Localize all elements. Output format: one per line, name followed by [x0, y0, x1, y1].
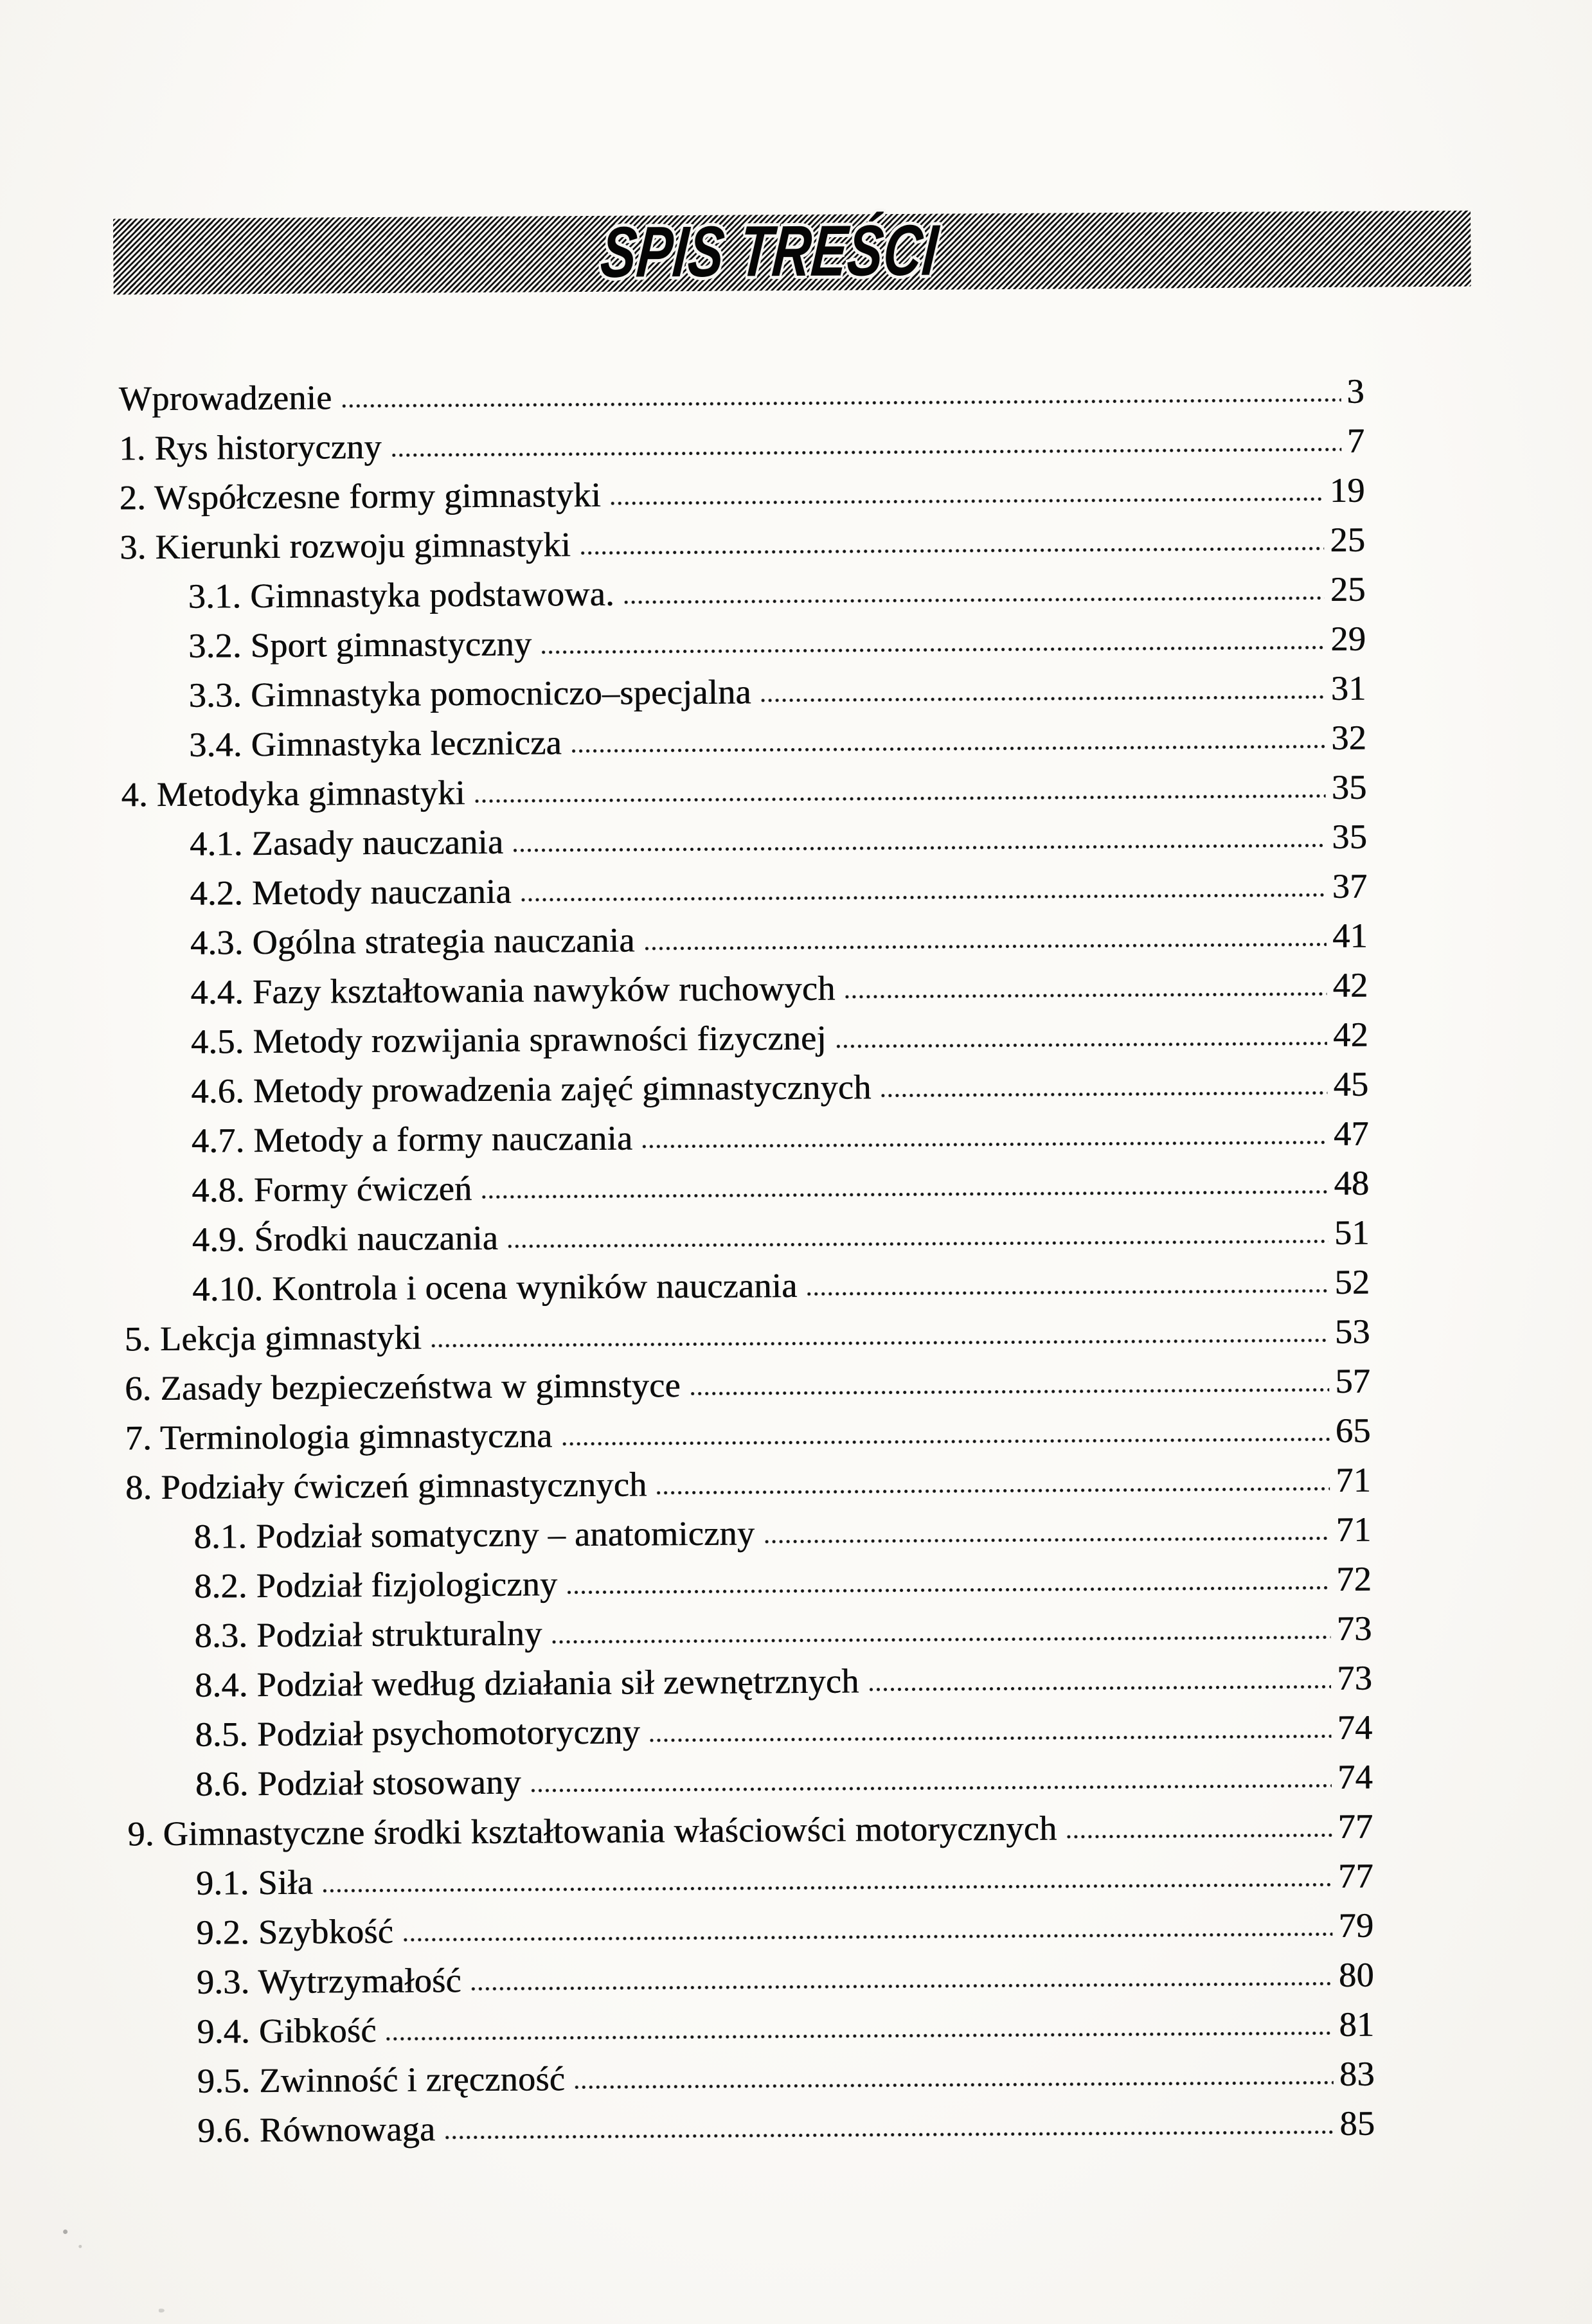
dot-leader — [402, 1931, 1333, 1943]
toc-entry-page-number: 51 — [1334, 1213, 1370, 1252]
toc-entry-page-number: 42 — [1332, 965, 1368, 1005]
dot-leader — [385, 2030, 1334, 2042]
toc-entry — [122, 911, 1368, 969]
toc-entry-label: 4. Metodyka gimnastyki — [121, 773, 465, 814]
toc-entry-label: 4.8. Formy ćwiczeń — [192, 1169, 472, 1210]
toc-entry — [124, 1307, 1370, 1364]
toc-entry — [126, 1604, 1372, 1661]
toc-entry-label: 8.5. Podział psychomotoryczny — [195, 1712, 641, 1754]
toc-entry-page-number: 71 — [1336, 1510, 1372, 1549]
toc-entry — [129, 2000, 1374, 2057]
dot-leader — [643, 942, 1327, 951]
toc-entry — [118, 367, 1364, 424]
toc-entry — [124, 1258, 1370, 1315]
toc-entry — [120, 515, 1365, 573]
dot-leader — [689, 1387, 1330, 1397]
toc-entry — [127, 1654, 1372, 1711]
toc-entry — [129, 2050, 1374, 2107]
dot-leader — [321, 1882, 1332, 1894]
toc-entry-page-number: 65 — [1335, 1411, 1371, 1450]
toc-entry-page-number: 57 — [1335, 1361, 1371, 1400]
toc-entry — [125, 1456, 1371, 1513]
toc-entry — [120, 614, 1366, 672]
toc-entry-label: 2. Współczesne formy gimnastyki — [119, 475, 602, 517]
toc-entry-label: 9.1. Siła — [195, 1863, 314, 1902]
toc-entry-page-number: 80 — [1338, 1955, 1374, 1994]
toc-entry-label: 4.4. Fazy kształtowania nawyków ruchowych — [190, 969, 836, 1012]
scan-speck — [159, 2309, 165, 2312]
toc-entry-page-number: 41 — [1332, 916, 1368, 955]
toc-entry-label: 7. Terminologia gimnastyczna — [125, 1416, 553, 1458]
dot-leader — [648, 1733, 1332, 1743]
dot-leader — [560, 1436, 1329, 1447]
toc-entry-label: 8.1. Podział somatyczny – anatomiczny — [193, 1514, 755, 1556]
toc-entry — [125, 1357, 1370, 1414]
toc-entry — [129, 1951, 1374, 2008]
toc-entry — [121, 763, 1366, 820]
toc-entry-page-number: 74 — [1337, 1757, 1373, 1796]
toc-entry-page-number: 25 — [1330, 569, 1366, 609]
toc-entry-label: 8.4. Podział według działania sił zewnętrznych — [194, 1661, 859, 1704]
dot-leader — [520, 892, 1327, 903]
toc-entry-page-number: 72 — [1336, 1559, 1372, 1598]
dot-leader — [430, 1337, 1329, 1349]
toc-entry-label: 8.3. Podział strukturalny — [194, 1614, 542, 1655]
toc-entry-label: 3.2. Sport gimnastyczny — [188, 624, 532, 665]
toc-entry-page-number: 45 — [1333, 1064, 1369, 1104]
toc-entry-label: 4.1. Zasady nauczania — [189, 822, 504, 863]
dot-leader — [540, 645, 1325, 655]
toc-entry — [126, 1555, 1372, 1612]
toc-entry-label: 4.10. Kontrola i ocena wyników nauczania — [192, 1265, 798, 1309]
dot-leader — [566, 1585, 1330, 1595]
toc-entry-page-number: 29 — [1330, 619, 1366, 658]
toc-entry-label: 9.3. Wytrzymałość — [196, 1961, 461, 2001]
dot-leader — [655, 1486, 1330, 1496]
dot-leader — [609, 496, 1324, 506]
toc-entry — [123, 1060, 1368, 1117]
toc-entry — [127, 1753, 1373, 1810]
toc-entry — [121, 862, 1367, 919]
toc-entry-page-number: 81 — [1339, 2005, 1375, 2044]
toc-entry-label: 6. Zasady bezpieczeństwa w gimnstyce — [124, 1366, 681, 1408]
toc-entry-page-number: 19 — [1329, 470, 1365, 510]
toc-entry-label: 1. Rys historyczny — [119, 427, 382, 468]
toc-entry-page-number: 77 — [1337, 1856, 1373, 1895]
toc-entry-label: 4.5. Metody rozwijania sprawności fizycznej — [190, 1018, 827, 1061]
toc-entry-page-number: 42 — [1332, 1015, 1368, 1054]
toc-entry-page-number: 79 — [1338, 1906, 1374, 1945]
toc-entry-label: 9.4. Gibkość — [197, 2011, 377, 2051]
toc-entry-page-number: 83 — [1339, 2054, 1375, 2093]
toc-entry-label: 3. Kierunki rozwoju gimnastyki — [119, 525, 571, 567]
toc-entry-page-number: 31 — [1330, 668, 1366, 708]
toc-entry-label: 8.6. Podział stosowany — [195, 1762, 521, 1803]
toc-entry — [119, 416, 1364, 474]
toc-entry-page-number: 85 — [1339, 2104, 1375, 2143]
toc-entry-label: 9.5. Zwinność i zręczność — [197, 2059, 566, 2100]
dot-leader — [512, 843, 1326, 854]
toc-entry-page-number: 74 — [1337, 1708, 1373, 1747]
toc-list — [118, 367, 1375, 2156]
dot-leader — [805, 1288, 1328, 1297]
toc-entry-page-number: 32 — [1330, 718, 1367, 757]
dot-leader — [506, 1238, 1328, 1249]
dot-leader — [573, 2080, 1334, 2090]
toc-entry — [123, 1208, 1369, 1265]
dot-leader — [480, 1189, 1328, 1200]
dot-leader — [530, 1783, 1332, 1794]
toc-entry-page-number: 35 — [1331, 767, 1367, 807]
toc-entry — [127, 1802, 1373, 1859]
toc-entry — [125, 1406, 1370, 1463]
dot-leader — [835, 1041, 1327, 1050]
dot-leader — [474, 793, 1326, 804]
toc-entry — [125, 1505, 1371, 1562]
toc-entry-label: 9. Gimnastyczne środki kształtowania właściowści motorycznych — [127, 1809, 1057, 1854]
dot-leader — [844, 991, 1327, 1000]
toc-entry-page-number: 73 — [1336, 1658, 1373, 1697]
toc-entry-page-number: 25 — [1330, 520, 1366, 559]
scan-speck — [78, 2245, 82, 2248]
toc-entry — [120, 664, 1366, 721]
dot-leader — [570, 744, 1325, 754]
toc-entry-page-number: 35 — [1331, 817, 1368, 856]
toc-entry-label: 3.3. Gimnastyka pomocniczo–specjalna — [188, 672, 751, 715]
dot-leader — [443, 2129, 1334, 2140]
toc-entry-label: 8.2. Podział fizjologiczny — [193, 1564, 558, 1605]
toc-entry — [128, 1852, 1373, 1909]
toc-entry-label: 4.6. Metody prowadzenia zajęć gimnastycznych — [191, 1068, 872, 1111]
toc-entry — [123, 1159, 1369, 1216]
toc-entry-label: Wprowadzenie — [118, 378, 332, 418]
toc-entry-label: 4.3. Ogólna strategia nauczania — [190, 920, 635, 962]
dot-leader — [868, 1684, 1332, 1692]
toc-entry — [119, 466, 1364, 523]
toc-entry — [121, 713, 1366, 771]
toc-entry-page-number: 53 — [1334, 1312, 1370, 1351]
toc-entry — [128, 1901, 1373, 1958]
dot-leader — [763, 1535, 1330, 1544]
dot-leader — [340, 397, 1341, 409]
toc-entry-label: 5. Lekcja gimnastyki — [124, 1318, 422, 1359]
toc-entry — [120, 565, 1365, 622]
dot-leader — [760, 694, 1325, 703]
toc-entry — [127, 1703, 1372, 1760]
dot-leader — [579, 546, 1324, 556]
dot-leader — [470, 1981, 1333, 1992]
dot-leader — [641, 1140, 1328, 1150]
toc-entry-page-number: 3 — [1346, 371, 1364, 411]
toc-entry-page-number: 71 — [1336, 1460, 1372, 1499]
scan-speck — [63, 2230, 67, 2234]
dot-leader — [390, 447, 1341, 458]
toc-entry-label: 3.1. Gimnastyka podstawowa. — [188, 574, 614, 616]
toc-entry-label: 4.9. Środki nauczania — [192, 1218, 499, 1259]
toc-header-banner — [113, 211, 1471, 295]
toc-entry-page-number: 7 — [1346, 421, 1365, 460]
dot-leader — [880, 1090, 1328, 1098]
dot-leader — [550, 1634, 1330, 1645]
toc-entry-page-number: 52 — [1334, 1262, 1370, 1301]
toc-entry — [123, 1010, 1368, 1068]
toc-entry-label: 4.7. Metody a formy nauczania — [191, 1118, 633, 1160]
toc-entry-page-number: 47 — [1333, 1114, 1369, 1153]
toc-entry-label: 4.2. Metody nauczania — [190, 872, 512, 913]
toc-entry-page-number: 37 — [1332, 866, 1368, 906]
dot-leader — [623, 595, 1325, 605]
toc-entry — [129, 2099, 1375, 2156]
toc-entry-page-number: 48 — [1334, 1163, 1370, 1202]
dot-leader — [1065, 1832, 1332, 1840]
toc-entry-label: 3.4. Gimnastyka lecznicza — [188, 723, 562, 764]
toc-entry-page-number: 77 — [1337, 1807, 1373, 1846]
toc-entry — [121, 812, 1367, 870]
toc-entry-label: 9.2. Szybkość — [196, 1911, 394, 1952]
toc-entry — [123, 1109, 1369, 1166]
toc-entry — [122, 961, 1368, 1018]
toc-entry-label: 9.6. Równowaga — [197, 2109, 436, 2150]
toc-entry-page-number: 73 — [1336, 1609, 1372, 1648]
page-title: SPIS TREŚCI — [598, 210, 942, 292]
toc-entry-label: 8. Podziały ćwiczeń gimnastycznych — [125, 1465, 647, 1507]
